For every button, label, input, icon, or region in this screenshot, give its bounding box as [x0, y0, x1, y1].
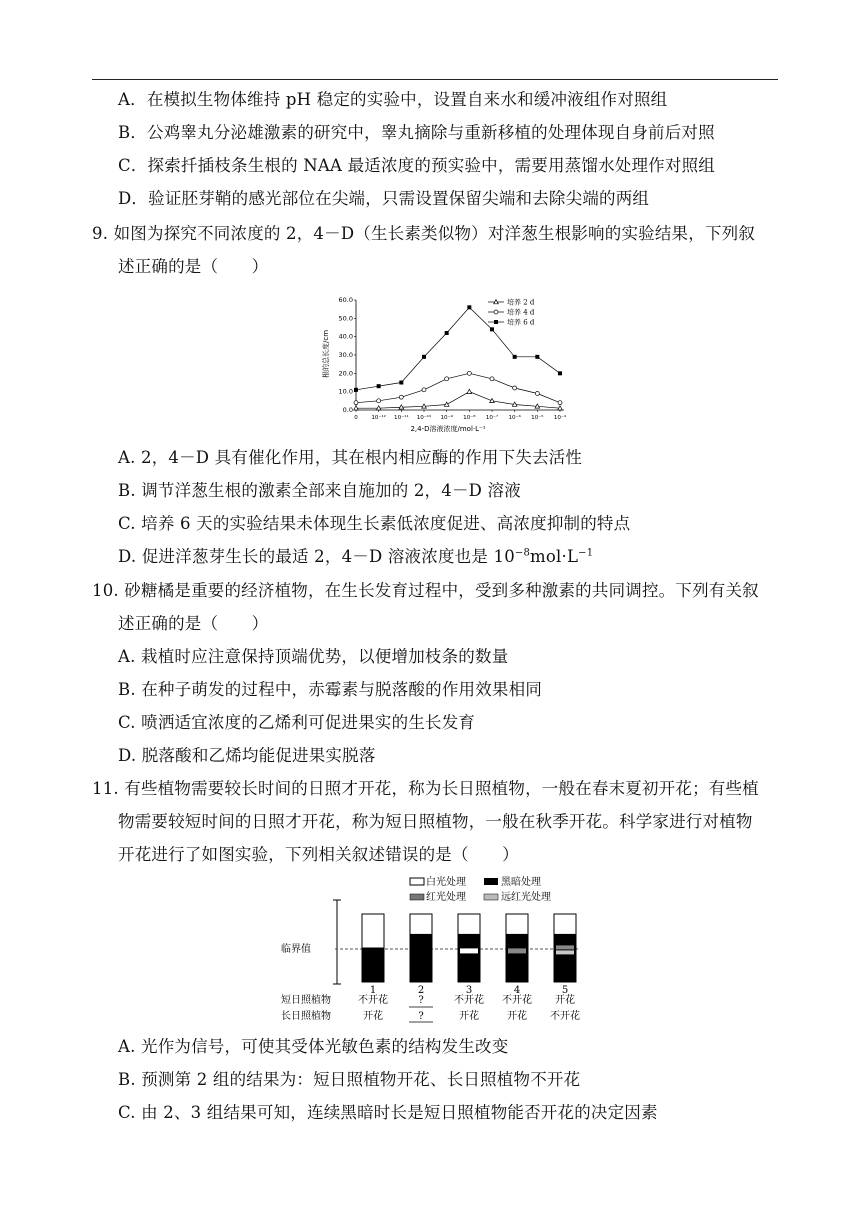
- long-day-result: 开花: [459, 1011, 479, 1022]
- data-point: [445, 331, 449, 335]
- data-point: [494, 310, 498, 314]
- y-axis-label: 根的总长度/cm: [322, 329, 330, 379]
- y-tick-labels: [339, 296, 356, 414]
- light-period-bar: [458, 914, 480, 934]
- data-point: [445, 377, 449, 381]
- data-point: [490, 327, 494, 331]
- group-2: [409, 914, 433, 1022]
- q9-option-d: [118, 546, 593, 568]
- data-point: [535, 355, 539, 359]
- data-point: [422, 355, 426, 359]
- short-day-result: 不开花: [502, 995, 532, 1006]
- legend-white-label: 白光处理: [426, 877, 466, 888]
- x-tick-label: 0: [354, 415, 358, 421]
- short-day-result: 不开花: [454, 995, 484, 1006]
- y-tick-label: 60.0: [338, 296, 353, 304]
- data-point: [513, 355, 517, 359]
- y-tick-label: 10.0: [338, 387, 353, 396]
- x-tick-label: 10⁻⁸: [463, 415, 476, 421]
- data-point: [467, 371, 471, 375]
- group-3: [454, 914, 484, 1022]
- group-number: 4: [513, 985, 521, 996]
- light-period-bar: [362, 914, 384, 948]
- x-tick-label: 10⁻⁷: [485, 415, 499, 421]
- q10-stem-line1: 10. 砂糖橘是重要的经济植物，在生长发育过程中，受到多种激素的共同调控。下列有关叙: [92, 581, 759, 600]
- series-circle: [354, 371, 562, 404]
- group-number: 5: [561, 985, 569, 996]
- data-point: [467, 305, 471, 309]
- light-period-bar: [410, 914, 432, 934]
- legend-label: 培养 2 d: [507, 298, 535, 307]
- q9-option-a: A. 2，4－D 具有催化作用，其在根内相应酶的作用下失去活性: [118, 448, 583, 467]
- q9-line-chart: [318, 292, 568, 432]
- q11-stem-line1: 11. 有些植物需要较长时间的日照才开花，称为长日照植物，一般在春末夏初开花；有些植: [92, 779, 759, 798]
- red-light-flash: [556, 945, 574, 949]
- row-label-long-day: 长日照植物: [281, 1011, 331, 1022]
- group-number: 1: [369, 985, 377, 996]
- x-tick-label: 10⁻⁵: [531, 415, 544, 421]
- short-day-result: 开花: [555, 995, 575, 1006]
- x-tick-labels: [354, 410, 567, 421]
- short-day-result: ?: [418, 995, 424, 1006]
- white-light-flash: [460, 948, 478, 953]
- long-day-result: ?: [418, 1011, 424, 1022]
- legend-label: 培养 4 d: [507, 308, 535, 317]
- light-period-bar: [554, 914, 576, 934]
- q10-option-b: B. 在种子萌发的过程中，赤霉素与脱落酸的作用效果相同: [118, 680, 543, 699]
- data-point: [377, 399, 381, 403]
- q10-stem-line2: 述正确的是（ ）: [118, 614, 269, 633]
- q9-option-d-exponent: −8: [514, 547, 531, 559]
- q11-stem-line2: 物需要较短时间的日照才开花，称为短日照植物，一般在秋季开花。科学家进行对植物: [118, 812, 753, 831]
- long-day-result: 开花: [363, 1011, 383, 1022]
- group-1: [358, 914, 388, 1022]
- q11-option-a: A. 光作为信号，可使其受体光敏色素的结构发生改变: [118, 1037, 509, 1056]
- data-point: [354, 401, 358, 405]
- data-point: [444, 402, 449, 406]
- long-day-result: 不开花: [550, 1011, 580, 1022]
- q9-stem-line2: 述正确的是（ ）: [118, 257, 269, 276]
- group-number: 2: [417, 985, 425, 996]
- x-tick-label: 10⁻⁶: [508, 415, 521, 421]
- data-point: [513, 386, 517, 390]
- q9-option-d-unit: mol·L: [530, 547, 579, 566]
- q9-option-b: B. 调节洋葱生根的激素全部来自施加的 2，4－D 溶液: [118, 481, 521, 500]
- chart-legend: [488, 298, 535, 327]
- series-line: [356, 392, 560, 409]
- legend-red-swatch: [410, 894, 424, 900]
- data-point: [558, 401, 562, 405]
- q10-option-d: D. 脱落酸和乙烯均能促进果实脱落: [118, 746, 376, 765]
- row-label-short-day: 短日照植物: [281, 995, 331, 1006]
- y-tick-label: 0.0: [342, 406, 353, 414]
- experiment-groups: [358, 914, 580, 1022]
- data-point: [399, 381, 403, 385]
- long-day-result: 开花: [507, 1011, 527, 1022]
- top-rule: [92, 79, 778, 80]
- q8-option-b: B．公鸡睾丸分泌雄激素的研究中，睾丸摘除与重新移植的处理体现自身前后对照: [118, 123, 715, 142]
- q10-option-a: A. 栽植时应注意保持顶端优势，以便增加枝条的数量: [118, 647, 509, 666]
- legend-black-label: 黑暗处理: [501, 877, 541, 888]
- q9-option-d-unit-exponent: −1: [578, 547, 594, 559]
- x-tick-label: 10⁻⁹: [440, 415, 453, 421]
- far-red-light-flash: [556, 950, 574, 954]
- q9-option-c: C. 培养 6 天的实验结果未体现生长素低浓度促进、高浓度抑制的特点: [118, 514, 631, 533]
- data-point: [494, 320, 498, 324]
- legend-red-label: 红光处理: [426, 892, 466, 903]
- chart-axes: [356, 300, 564, 410]
- x-axis-label: 2,4-D溶液浓度/mol·L⁻¹: [410, 425, 486, 432]
- data-point: [377, 384, 381, 388]
- red-light-flash: [508, 948, 526, 953]
- legend-farred-swatch: [484, 894, 498, 900]
- x-tick-label: 10⁻¹²: [371, 415, 386, 421]
- x-tick-label: 10⁻¹⁰: [416, 415, 432, 421]
- q11-option-c: C. 由 2、3 组结果可知，连续黑暗时长是短日照植物能否开花的决定因素: [118, 1103, 658, 1122]
- data-point: [467, 389, 472, 393]
- group-4: [502, 914, 532, 1022]
- light-period-bar: [506, 914, 528, 934]
- legend-black-swatch: [484, 878, 498, 885]
- q11-option-b: B. 预测第 2 组的结果为：短日照植物开花、长日照植物不开花: [118, 1070, 581, 1089]
- y-tick-label: 20.0: [338, 369, 353, 378]
- y-tick-label: 50.0: [338, 314, 353, 323]
- group-5: [550, 914, 580, 1022]
- data-point: [354, 388, 358, 392]
- group-number: 3: [465, 985, 473, 996]
- x-tick-label: 10⁻⁴: [553, 415, 567, 421]
- q9-stem-line1: 9. 如图为探究不同浓度的 2，4－D（生长素类似物）对洋葱生根影响的实验结果，下列叙: [92, 224, 756, 243]
- legend-label: 培养 6 d: [507, 318, 535, 327]
- y-tick-label: 40.0: [338, 332, 353, 341]
- legend-farred-label: 远红光处理: [501, 892, 551, 903]
- x-tick-label: 10⁻¹¹: [394, 415, 409, 421]
- legend-white-swatch: [410, 878, 424, 885]
- q8-option-a: A．在模拟生物体维持 pH 稳定的实验中，设置自来水和缓冲液组作对照组: [118, 90, 668, 109]
- data-point: [558, 371, 562, 375]
- y-tick-label: 30.0: [338, 351, 353, 359]
- q8-option-c: C．探索扦插枝条生根的 NAA 最适浓度的预实验中，需要用蒸馏水处理作对照组: [118, 156, 715, 175]
- data-point: [535, 392, 539, 396]
- short-day-result: 不开花: [358, 995, 388, 1006]
- q11-photoperiod-figure: [275, 872, 595, 1024]
- q11-stem-line3: 开花进行了如图实验，下列相关叙述错误的是（ ）: [118, 845, 519, 864]
- q8-option-d: D．验证胚芽鞘的感光部位在尖端，只需设置保留尖端和去除尖端的两组: [118, 189, 650, 208]
- q10-option-c: C. 喷洒适宜浓度的乙烯利可促进果实的生长发育: [118, 713, 476, 732]
- critical-value-label: 临界值: [281, 944, 311, 955]
- q9-option-d-text: D. 促进洋葱芽生长的最适 2，4－D 溶液浓度也是 10: [118, 547, 515, 566]
- data-point: [490, 377, 494, 381]
- data-point: [399, 395, 403, 399]
- figure-legend: [410, 875, 551, 903]
- data-point: [422, 388, 426, 392]
